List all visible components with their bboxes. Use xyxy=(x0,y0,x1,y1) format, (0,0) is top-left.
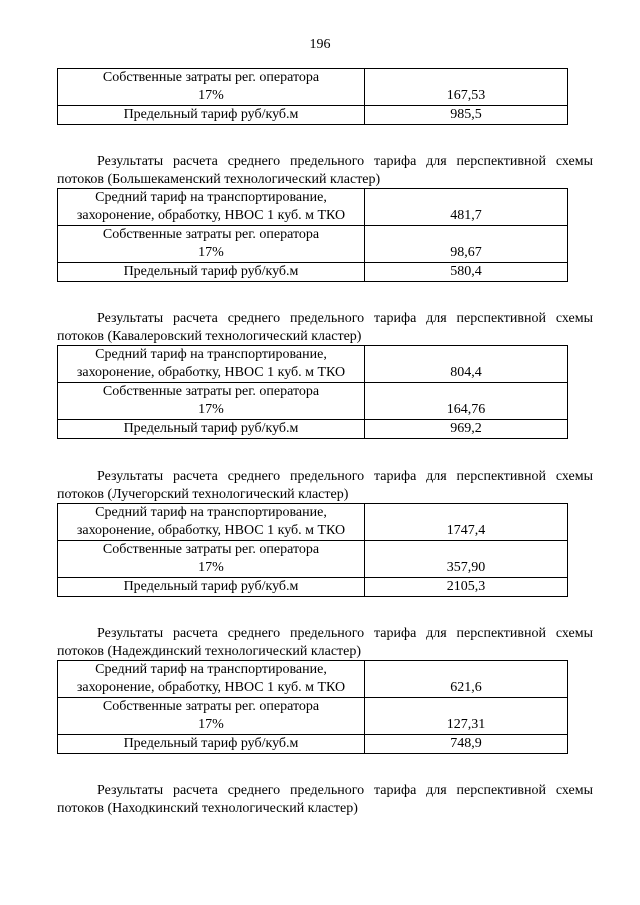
table-row xyxy=(58,346,568,383)
cell-text-line: Предельный тариф руб/куб.м xyxy=(123,579,299,594)
cell-text-line: Средний тариф на транспортирование, xyxy=(95,190,327,205)
table-cell-label xyxy=(58,226,365,263)
table-cell-label xyxy=(58,541,365,578)
section-heading: Результаты расчета среднего предельного тарифа для перспективной схемы потоков (Лучегорский технологический кластер) xyxy=(57,469,593,502)
table-cell-label xyxy=(58,383,365,420)
table-cell-value: 969,2 xyxy=(365,420,568,439)
tariff-table xyxy=(57,660,568,754)
table-cell-value: 748,9 xyxy=(365,735,568,754)
table-row xyxy=(58,504,568,541)
tariff-table xyxy=(57,503,568,597)
cell-text-line: захоронение, обработку, НВОС 1 куб. м ТКО xyxy=(76,365,346,380)
table-row xyxy=(58,189,568,226)
table-cell-value: 580,4 xyxy=(365,263,568,282)
table-row xyxy=(58,735,568,754)
tariff-table xyxy=(57,188,568,282)
cell-text-line: Средний тариф на транспортирование, xyxy=(95,347,327,362)
table-row xyxy=(58,383,568,420)
table-row xyxy=(58,263,568,282)
table-row xyxy=(58,226,568,263)
table-cell-label xyxy=(58,698,365,735)
table-cell-label xyxy=(58,504,365,541)
cell-text-line: захоронение, обработку, НВОС 1 куб. м ТКО xyxy=(76,208,346,223)
table-cell-value: 357,90 xyxy=(365,541,568,578)
cell-text-line: Собственные затраты рег. оператора xyxy=(102,699,320,714)
table-cell-label xyxy=(58,346,365,383)
cell-text-line: Предельный тариф руб/куб.м xyxy=(123,107,299,122)
page-number: 196 xyxy=(309,37,331,52)
cell-text-line: захоронение, обработку, НВОС 1 куб. м ТКО xyxy=(76,523,346,538)
section-heading: Результаты расчета среднего предельного тарифа для перспективной схемы потоков (Большекаменский технологический кластер) xyxy=(57,154,593,187)
section-heading: Результаты расчета среднего предельного тарифа для перспективной схемы потоков (Находкинский технологический кластер) xyxy=(57,783,593,816)
table-cell-label xyxy=(58,735,365,754)
cell-text-line: Предельный тариф руб/куб.м xyxy=(123,736,299,751)
table-row xyxy=(58,541,568,578)
table-cell-value: 804,4 xyxy=(365,346,568,383)
table-cell-label xyxy=(58,189,365,226)
table-cell-value: 481,7 xyxy=(365,189,568,226)
table-cell-label xyxy=(58,69,365,106)
table-cell-value: 98,67 xyxy=(365,226,568,263)
table-cell-label xyxy=(58,106,365,125)
cell-text-line: Собственные затраты рег. оператора xyxy=(102,384,320,399)
cell-text-line: Собственные затраты рег. оператора xyxy=(102,542,320,557)
table-row xyxy=(58,69,568,106)
table-cell-label xyxy=(58,263,365,282)
table-row xyxy=(58,698,568,735)
section-heading: Результаты расчета среднего предельного тарифа для перспективной схемы потоков (Надеждинский технологический кластер) xyxy=(57,626,593,659)
table-cell-value: 985,5 xyxy=(365,106,568,125)
section-heading: Результаты расчета среднего предельного тарифа для перспективной схемы потоков (Кавалеровский технологический кластер) xyxy=(57,311,593,344)
table-cell-value: 164,76 xyxy=(365,383,568,420)
cell-text-line: 17% xyxy=(198,717,224,732)
table-row xyxy=(58,106,568,125)
cell-text-line: Собственные затраты рег. оператора xyxy=(102,70,320,85)
table-row xyxy=(58,578,568,597)
tariff-table xyxy=(57,345,568,439)
cell-text-line: Собственные затраты рег. оператора xyxy=(102,227,320,242)
table-cell-value: 167,53 xyxy=(365,69,568,106)
table-row xyxy=(58,420,568,439)
table-cell-value: 2105,3 xyxy=(365,578,568,597)
cell-text-line: 17% xyxy=(198,245,224,260)
cell-text-line: Предельный тариф руб/куб.м xyxy=(123,264,299,279)
cell-text-line: Предельный тариф руб/куб.м xyxy=(123,421,299,436)
table-row xyxy=(58,661,568,698)
table-cell-value: 1747,4 xyxy=(365,504,568,541)
table-cell-label xyxy=(58,661,365,698)
cell-text-line: захоронение, обработку, НВОС 1 куб. м ТКО xyxy=(76,680,346,695)
cell-text-line: 17% xyxy=(198,560,224,575)
table-cell-label xyxy=(58,578,365,597)
table-cell-value: 127,31 xyxy=(365,698,568,735)
table-cell-label xyxy=(58,420,365,439)
table-cell-value: 621,6 xyxy=(365,661,568,698)
tariff-table-continued xyxy=(57,68,568,125)
cell-text-line: Средний тариф на транспортирование, xyxy=(95,662,327,677)
cell-text-line: 17% xyxy=(198,88,224,103)
cell-text-line: Средний тариф на транспортирование, xyxy=(95,505,327,520)
cell-text-line: 17% xyxy=(198,402,224,417)
